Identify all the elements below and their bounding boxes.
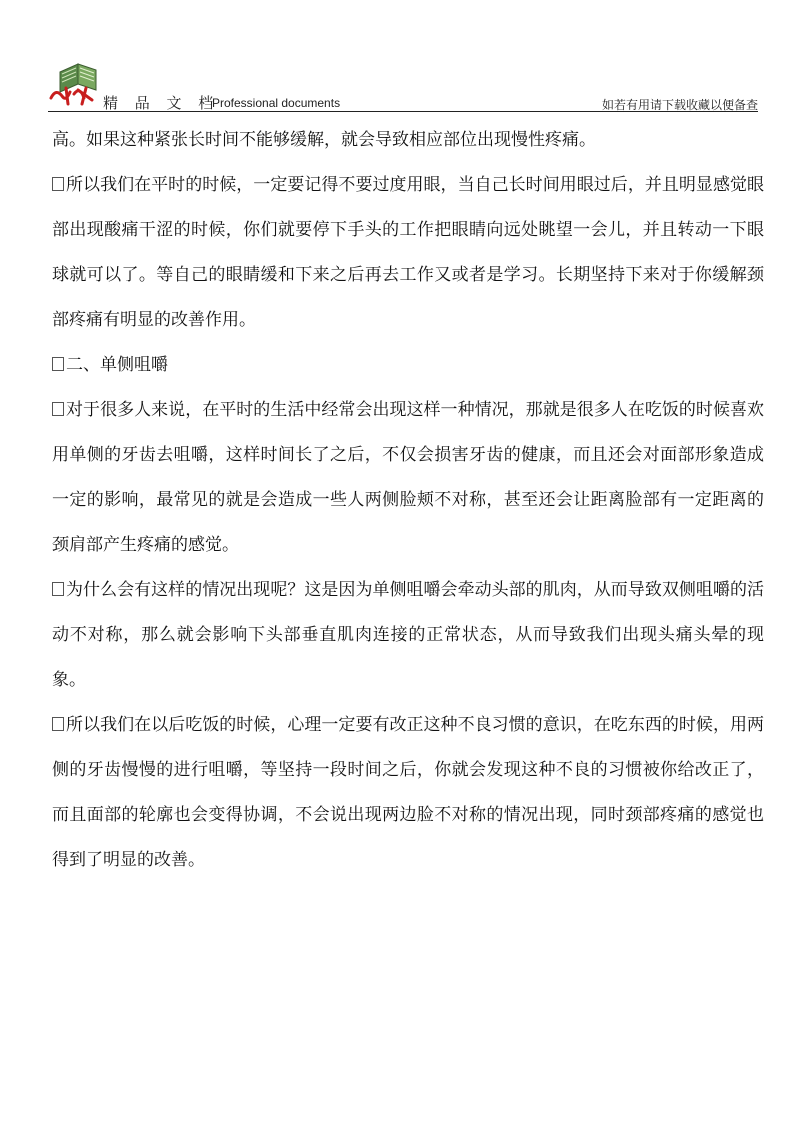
paragraph-text: 为什么会有这样的情况出现呢？这是因为单侧咀嚼会牵动头部的肌肉，从而导致双侧咀嚼的活动不对称，那么就会影响下头部垂直肌肉连接的正常状态，从而导致我们出现头痛头晕的现象。 [52,580,764,690]
missing-glyph-box-icon [52,717,64,731]
missing-glyph-box-icon [52,582,64,596]
missing-glyph-box-icon [52,402,64,416]
paragraph [52,118,764,163]
paragraph [52,388,764,568]
section-heading-text: 二、单侧咀嚼 [66,355,168,375]
header-title: 精 品 文 档 [103,94,220,112]
header-subtitle: Professional documents [212,96,341,110]
paragraph-text: 所以我们在以后吃饭的时候，心理一定要有改正这种不良习惯的意识，在吃东西的时候，用两侧的牙齿慢慢的进行咀嚼，等坚持一段时间之后，你就会发现这种不良的习惯被你给改正了，而且面部的轮廓也会变得协调，不会说出现两边脸不对称的情况出现，同时颈部疼痛的感觉也得到了明显的改善。 [52,715,764,870]
paragraph-text: 对于很多人来说，在平时的生活中经常会出现这样一种情况，那就是很多人在吃饭的时候喜欢用单侧的牙齿去咀嚼，这样时间长了之后，不仅会损害牙齿的健康，而且还会对面部形象造成一定的影响，最常见的就是会造成一些人两侧脸颊不对称，甚至还会让距离脸部有一定距离的颈肩部产生疼痛的感觉。 [52,400,764,555]
paragraph-text: 高。如果这种紧张长时间不能够缓解，就会导致相应部位出现慢性疼痛。 [52,130,596,150]
section-heading [52,343,764,388]
missing-glyph-box-icon [52,177,64,191]
header-download-note: 如若有用请下载收藏以便备查 [601,98,758,112]
paragraph [52,703,764,883]
missing-glyph-box-icon [52,357,64,371]
header-divider [48,111,758,112]
paragraph [52,568,764,703]
document-body [52,118,764,883]
page-header [48,54,758,112]
knowledge-logo [48,54,106,108]
paragraph-text: 所以我们在平时的时候，一定要记得不要过度用眼，当自己长时间用眼过后，并且明显感觉眼部出现酸痛干涩的时候，你们就要停下手头的工作把眼睛向远处眺望一会儿，并且转动一下眼球就可以了。等自己的眼睛缓和下来之后再去工作又或者是学习。长期坚持下来对于你缓解颈部疼痛有明显的改善作用。 [52,175,764,330]
paragraph [52,163,764,343]
